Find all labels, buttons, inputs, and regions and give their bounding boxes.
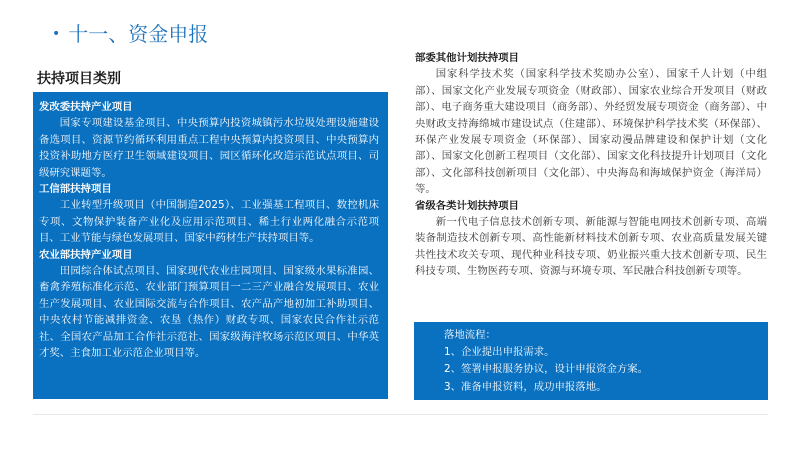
category-text: 田园综合体试点项目、国家现代农业庄园项目、国家级水果标准园、畜禽养殖标准化示范、农业部门预算项目一二三产业融合发展项目、农业生产发展项目、农业国际交流与合作项目、农产品产地初加工补助项目、中央农村节能减排资金、农垦（热作）财政专项、国家农民合作社示范社、全国农产品加工合作社示范社、国家级海洋牧场示范区项目、中华英才奖、主食加工业示范企业项目等。 [39,265,379,360]
flow-step: 2、签署申报服务协议，设计申报资金方案。 [444,363,649,376]
left-panel [33,92,388,399]
title-bullet: • [52,26,61,42]
category-text: 国家专项建设基金项目、中央预算内投资城镇污水垃圾处理设施建设备选项目、资源节约循环利用重点工程中央预算内投资项目、中央预算内投资补助地方医疗卫生领域建设项目、园区循环化改造示范试点项目、司级研究课题等。 [39,117,379,179]
category-text: 国家科学技术奖（国家科学技术奖励办公室）、国家千人计划（中组部）、国家文化产业发展专项资金（财政部）、国家农业综合开发项目（财政部）、电子商务重大建设项目（商务部）、外经贸发展专项资金（商务部）、中央财政支持海绵城市建设试点（住建部）、环境保护科学技术奖（环保部）、环保产业发展专项资金（环保部）、国家动漫品牌建设和保护计划（文化部）、国家文化创新工程项目（文化部）、国家文化科技提升计划项目（文化部）、文化部科技创新项目（文化部）、中央海岛和海域保护资金（海洋局）等。 [415,68,767,196]
flow-step: 1、企业提出申报需求。 [444,346,555,359]
flow-step: 3、准备申报资料，成功申报落地。 [444,380,607,393]
page-title [52,20,208,48]
divider [33,414,768,415]
section-heading: 扶持项目类别 [37,71,121,87]
category-title: 工信部扶持项目 [39,183,112,196]
flow-title: 落地流程： [444,329,496,341]
page-title-text: 十一、资金申报 [68,22,209,46]
category-text: 新一代电子信息技术创新专项、新能源与智能电网技术创新专项、高端装备制造技术创新专项、高性能新材料技术创新专项、农业高质量发展关键共性技术攻关专项、现代种业科技专项、奶业振兴重大技术创新专项、民生科技专项、生物医药专项、资源与环境专项、军民融合科技创新专项等。 [415,216,767,278]
category-title: 农业部扶持产业项目 [39,248,133,261]
right-column [415,50,767,280]
category-title: 发改委扶持产业项目 [39,101,133,113]
category-text: 工业转型升级项目（中国制造2025）、工业强基工程项目、数控机床专项、文物保护装备产业化及应用示范项目、稀土行业两化融合示范项目、工业节能与绿色发展项目、国家中药材生产扶持项目等。 [39,199,379,245]
category-title: 部委其他计划扶持项目 [415,52,519,64]
flow-box [414,322,768,400]
category-title: 省级各类计划扶持项目 [415,199,519,212]
